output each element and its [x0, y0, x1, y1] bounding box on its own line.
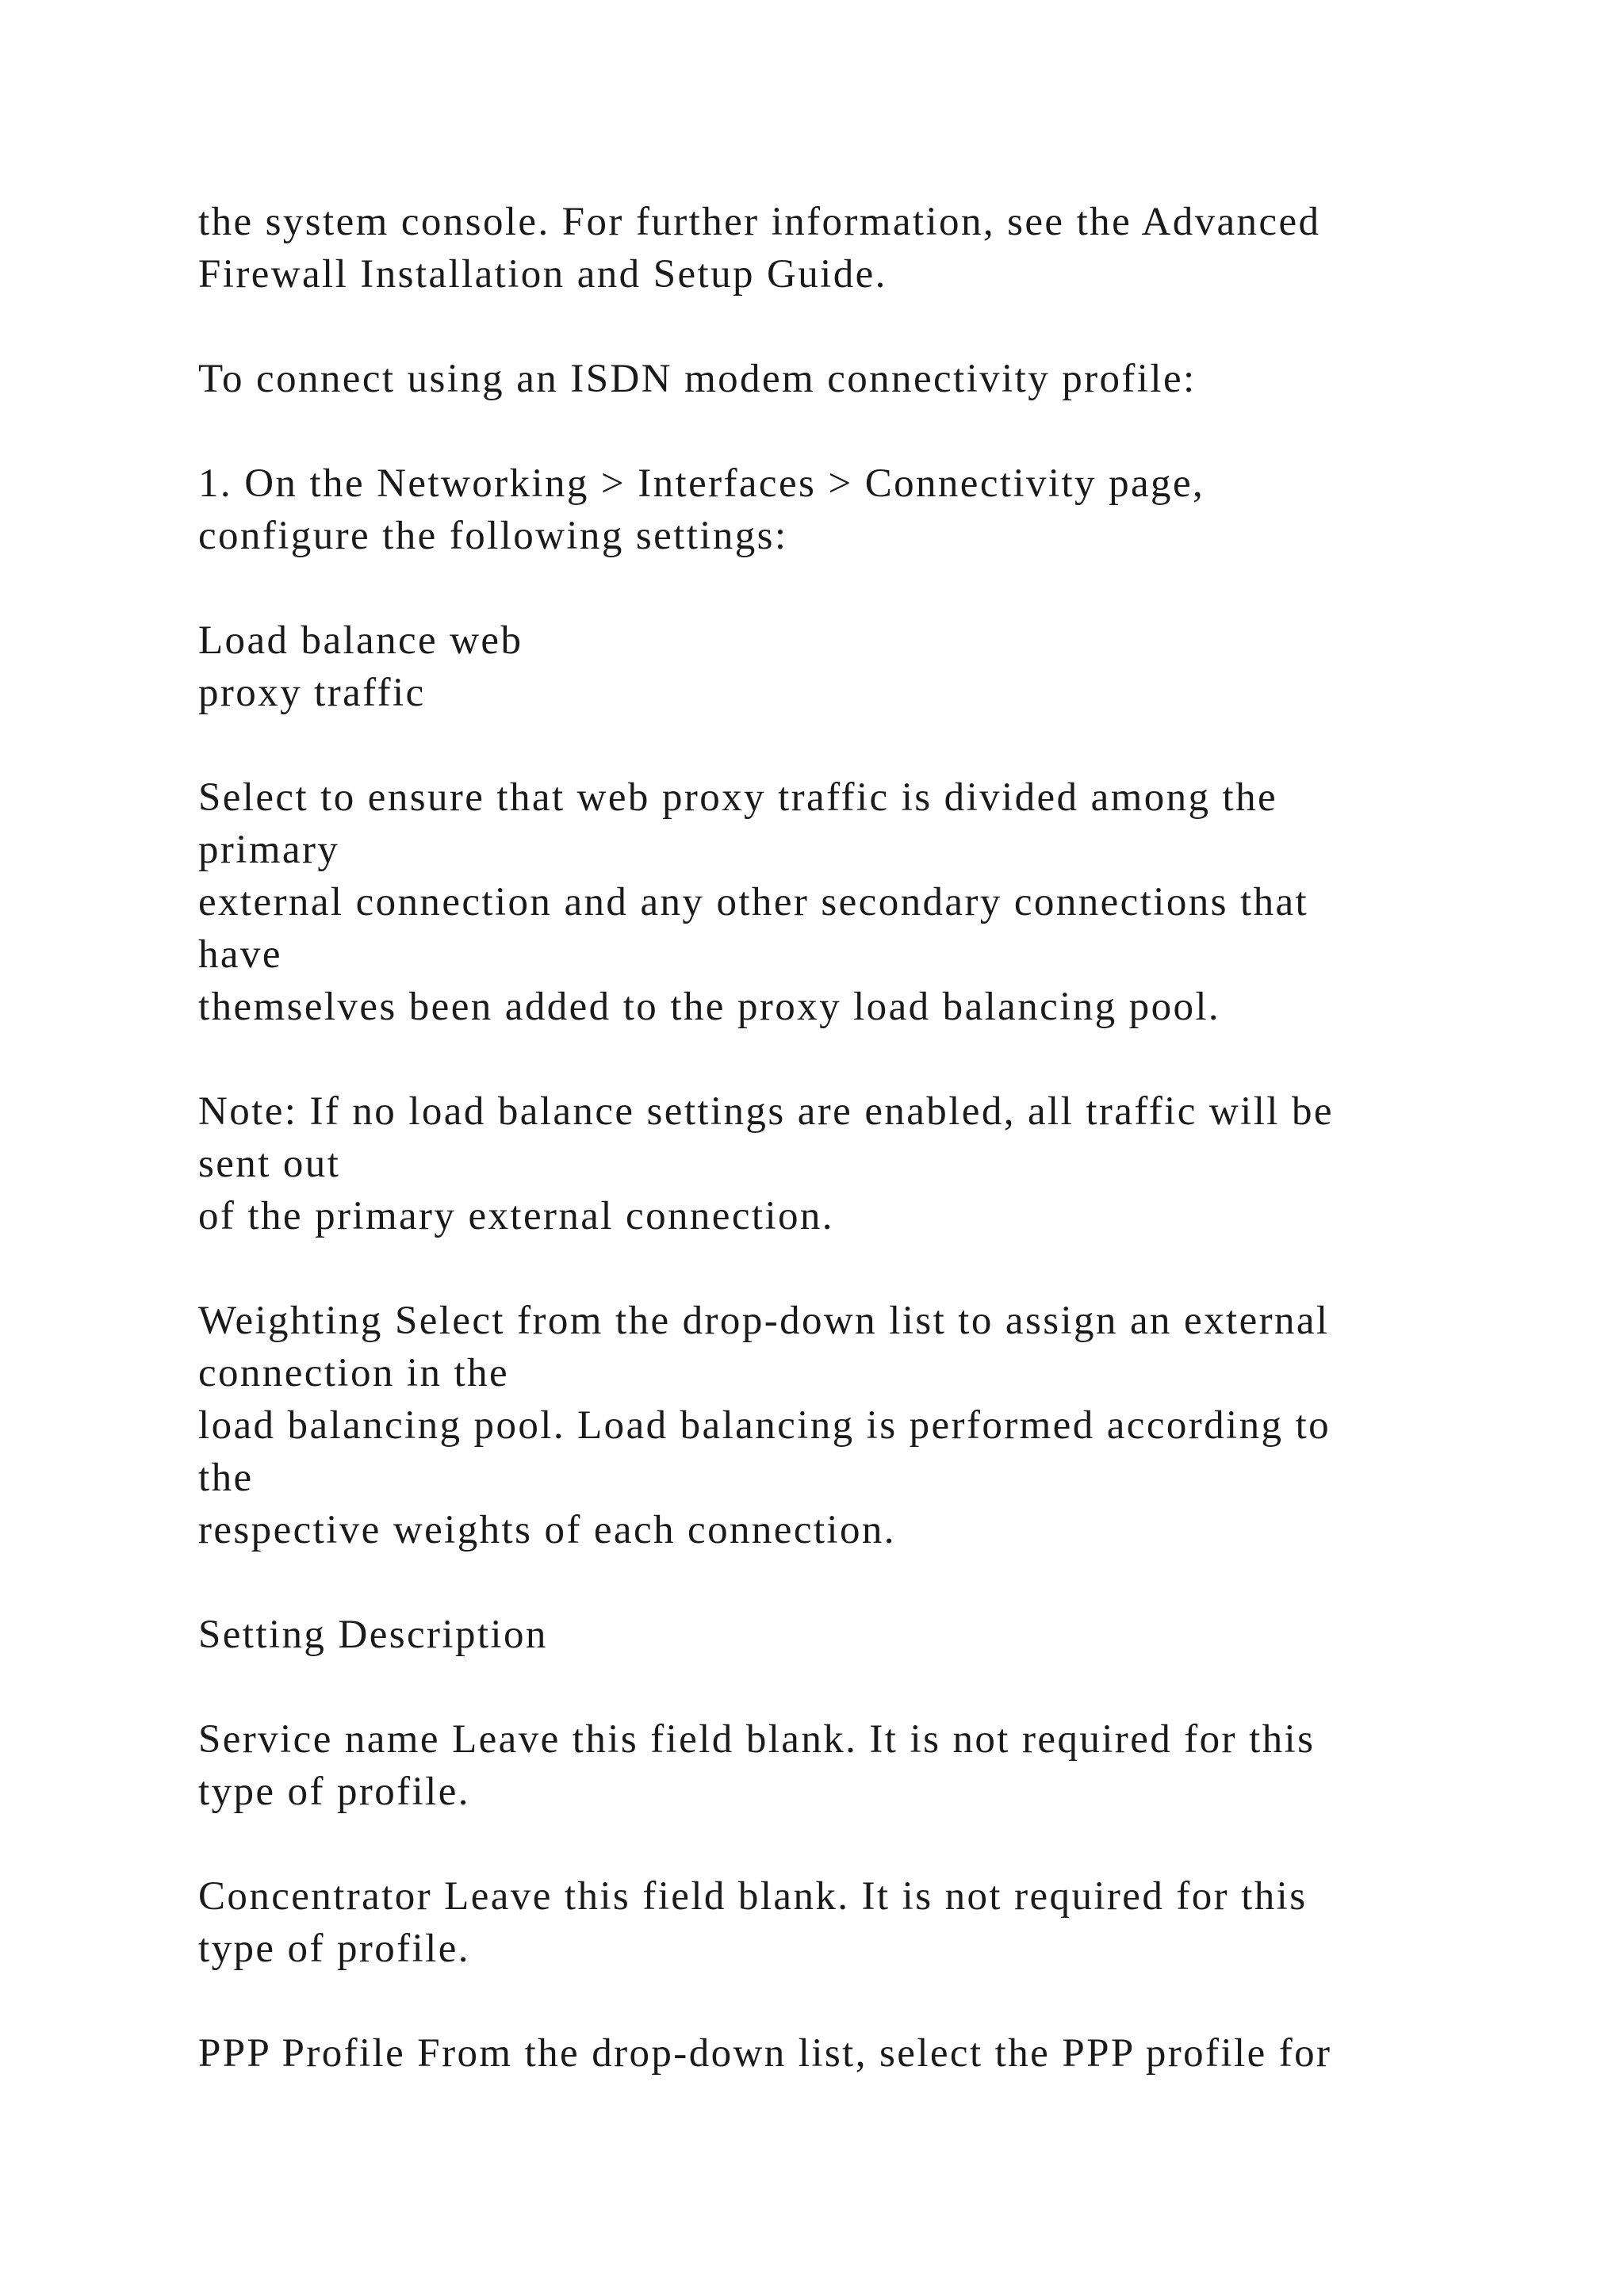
text-line: Firewall Installation and Setup Guide. [198, 252, 887, 297]
text-line: the system console. For further information, see the Advanced [198, 200, 1321, 244]
text-line: Setting Description [198, 1613, 548, 1657]
paragraph-weighting [198, 1295, 1530, 1556]
document-body [198, 196, 1530, 2080]
text-line: Concentrator Leave this field blank. It is not required for this [198, 1874, 1308, 1919]
text-line: external connection and any other secondary connections that [198, 880, 1309, 924]
text-line: type of profile. [198, 1927, 470, 1971]
text-line: Service name Leave this field blank. It is not required for this [198, 1717, 1316, 1762]
text-line: respective weights of each connection. [198, 1508, 896, 1552]
paragraph-load-balance-description [198, 771, 1530, 1033]
paragraph-intro [198, 353, 1530, 405]
paragraph-ppp-profile [198, 2027, 1530, 2080]
text-line: proxy traffic [198, 671, 426, 715]
text-line: primary [198, 828, 340, 872]
text-line: PPP Profile From the drop-down list, select the PPP profile for [198, 2031, 1332, 2076]
paragraph-table-header [198, 1609, 1530, 1661]
text-line: Weighting Select from the drop-down list to assign an external [198, 1299, 1330, 1343]
text-line: of the primary external connection. [198, 1194, 834, 1238]
paragraph-service-name [198, 1713, 1530, 1818]
text-line: Select to ensure that web proxy traffic is divided among the [198, 775, 1278, 820]
text-line: Load balance web [198, 618, 523, 663]
text-line: sent out [198, 1142, 341, 1186]
paragraph-note [198, 1085, 1530, 1242]
paragraph-step-1 [198, 457, 1530, 562]
text-line: connection in the [198, 1351, 510, 1395]
text-line: have [198, 932, 282, 977]
text-line: 1. On the Networking > Interfaces > Connectivity page, [198, 461, 1205, 506]
text-line: To connect using an ISDN modem connectivity profile: [198, 357, 1197, 401]
paragraph-load-balance-label [198, 614, 1530, 719]
text-line: themselves been added to the proxy load balancing pool. [198, 985, 1221, 1029]
text-line: load balancing pool. Load balancing is performed according to [198, 1403, 1331, 1448]
paragraph-concentrator [198, 1870, 1530, 1975]
text-line: type of profile. [198, 1770, 470, 1814]
text-line: configure the following settings: [198, 514, 788, 558]
text-line: the [198, 1456, 254, 1500]
paragraph-continuation [198, 196, 1530, 300]
text-line: Note: If no load balance settings are enabled, all traffic will be [198, 1089, 1334, 1134]
